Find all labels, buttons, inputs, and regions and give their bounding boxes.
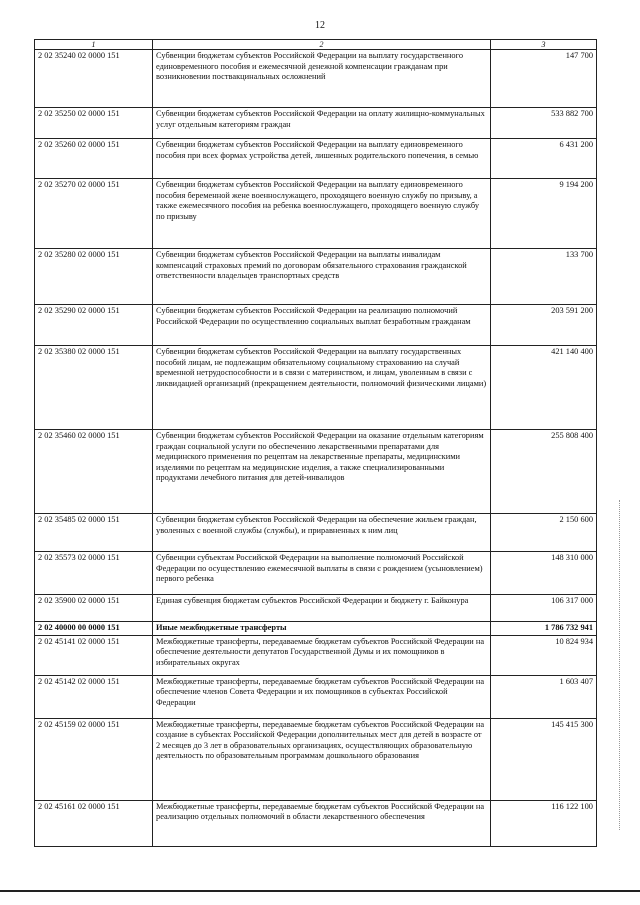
row-description: Субвенции бюджетам субъектов Российской Федерации на выплату единовременного пособия беременной жене военнослужащего, проходящего военную службу по призыву, а также ежемесячного пособия на ребенка военнослужащего, проходящего военную службу по призыву (153, 179, 491, 249)
column-header-2: 2 (153, 40, 491, 50)
table-row (35, 108, 597, 139)
page-number: 12 (315, 20, 325, 31)
table-row (35, 179, 597, 249)
row-amount: 9 194 200 (491, 179, 597, 249)
row-amount: 421 140 400 (491, 346, 597, 430)
row-description: Единая субвенция бюджетам субъектов Российской Федерации и бюджету г. Байконура (153, 595, 491, 622)
row-code: 2 02 35270 02 0000 151 (35, 179, 153, 249)
row-amount: 145 415 300 (491, 718, 597, 800)
row-description: Межбюджетные трансферты, передаваемые бюджетам субъектов Российской Федерации на создание в субъектах Российской Федерации дополнительных мест для детей в возрасте от 2 месяцев до 3 лет в образовательных организациях, осуществляющих образовательную деятельность по образовательным программам дошкольного образования (153, 718, 491, 800)
row-amount: 133 700 (491, 249, 597, 305)
row-description: Межбюджетные трансферты, передаваемые бюджетам субъектов Российской Федерации на обеспечение деятельности депутатов Государственной Думы и их помощников в избирательных округах (153, 635, 491, 675)
row-code: 2 02 35260 02 0000 151 (35, 139, 153, 179)
row-amount: 147 700 (491, 50, 597, 108)
row-description: Субвенции бюджетам субъектов Российской Федерации на выплату единовременного пособия при всех формах устройства детей, лишенных родительского попечения, в семью (153, 139, 491, 179)
table-row (35, 50, 597, 108)
row-code: 2 02 45142 02 0000 151 (35, 675, 153, 718)
row-description: Межбюджетные трансферты, передаваемые бюджетам субъектов Российской Федерации на реализацию отдельных полномочий в области лекарственного обеспечения (153, 800, 491, 846)
row-code: 2 02 45161 02 0000 151 (35, 800, 153, 846)
row-description: Субвенции бюджетам субъектов Российской Федерации на оплату жилищно-коммунальных услуг отдельным категориям граждан (153, 108, 491, 139)
table-row (35, 622, 597, 636)
table-row (35, 800, 597, 846)
table-row (35, 305, 597, 346)
column-header-1: 1 (35, 40, 153, 50)
table-header-row (35, 40, 597, 50)
row-code: 2 02 35280 02 0000 151 (35, 249, 153, 305)
page-bottom-rule (0, 890, 640, 892)
table-row (35, 430, 597, 514)
table-row (35, 139, 597, 179)
row-amount: 203 591 200 (491, 305, 597, 346)
row-code: 2 02 35573 02 0000 151 (35, 552, 153, 595)
table-row (35, 635, 597, 675)
row-amount: 1 786 732 941 (491, 622, 597, 636)
table-row (35, 718, 597, 800)
row-description: Субвенции субъектам Российской Федерации на выполнение полномочий Российской Федерации по осуществлению ежемесячной выплаты в связи с рождением (усыновлением) первого ребенка (153, 552, 491, 595)
row-description: Субвенции бюджетам субъектов Российской Федерации на выплату государственных пособий лицам, не подлежащим обязательному социальному страхованию на случай временной нетрудоспособности и в связи с материнством, и лицам, уволенным в связи с ликвидацией организаций (прекращением деятельности, полномочий физическими лицами) (153, 346, 491, 430)
row-amount: 116 122 100 (491, 800, 597, 846)
table-row (35, 595, 597, 622)
row-amount: 255 808 400 (491, 430, 597, 514)
table-row (35, 552, 597, 595)
row-amount: 2 150 600 (491, 514, 597, 552)
row-amount: 533 882 700 (491, 108, 597, 139)
row-code: 2 02 40000 00 0000 151 (35, 622, 153, 636)
row-amount: 106 317 000 (491, 595, 597, 622)
row-amount: 10 824 934 (491, 635, 597, 675)
row-description: Межбюджетные трансферты, передаваемые бюджетам субъектов Российской Федерации на обеспечение членов Совета Федерации и их помощников в субъектах Российской Федерации (153, 675, 491, 718)
row-code: 2 02 35250 02 0000 151 (35, 108, 153, 139)
row-code: 2 02 35485 02 0000 151 (35, 514, 153, 552)
table-row (35, 346, 597, 430)
row-description: Иные межбюджетные трансферты (153, 622, 491, 636)
table-row (35, 514, 597, 552)
row-code: 2 02 35240 02 0000 151 (35, 50, 153, 108)
row-code: 2 02 35380 02 0000 151 (35, 346, 153, 430)
row-description: Субвенции бюджетам субъектов Российской Федерации на выплату государственного единовременного пособия и ежемесячной денежной компенсации гражданам при возникновении поствакцинальных осложнений (153, 50, 491, 108)
row-code: 2 02 45141 02 0000 151 (35, 635, 153, 675)
row-description: Субвенции бюджетам субъектов Российской Федерации на оказание отдельным категориям граждан социальной услуги по обеспечению лекарственными препаратами для медицинского применения по рецептам на лекарственные препараты, медицинскими изделиями по рецептам на медицинские изделия, а также специализированными продуктами лечебного питания для детей-инвалидов (153, 430, 491, 514)
table-row (35, 675, 597, 718)
column-header-3: 3 (491, 40, 597, 50)
row-amount: 148 310 000 (491, 552, 597, 595)
row-code: 2 02 35900 02 0000 151 (35, 595, 153, 622)
row-description: Субвенции бюджетам субъектов Российской Федерации на реализацию полномочий Российской Федерации по осуществлению социальных выплат безработным гражданам (153, 305, 491, 346)
row-description: Субвенции бюджетам субъектов Российской Федерации на обеспечение жильем граждан, уволенных с военной службы (службы), и приравненных к ним лиц (153, 514, 491, 552)
row-amount: 6 431 200 (491, 139, 597, 179)
row-code: 2 02 45159 02 0000 151 (35, 718, 153, 800)
budget-table (34, 39, 597, 847)
table-row (35, 249, 597, 305)
row-description: Субвенции бюджетам субъектов Российской Федерации на выплаты инвалидам компенсаций страховых премий по договорам обязательного страхования гражданской ответственности владельцев транспортных средств (153, 249, 491, 305)
margin-scan-marks (619, 500, 620, 830)
row-code: 2 02 35460 02 0000 151 (35, 430, 153, 514)
row-amount: 1 603 407 (491, 675, 597, 718)
row-code: 2 02 35290 02 0000 151 (35, 305, 153, 346)
